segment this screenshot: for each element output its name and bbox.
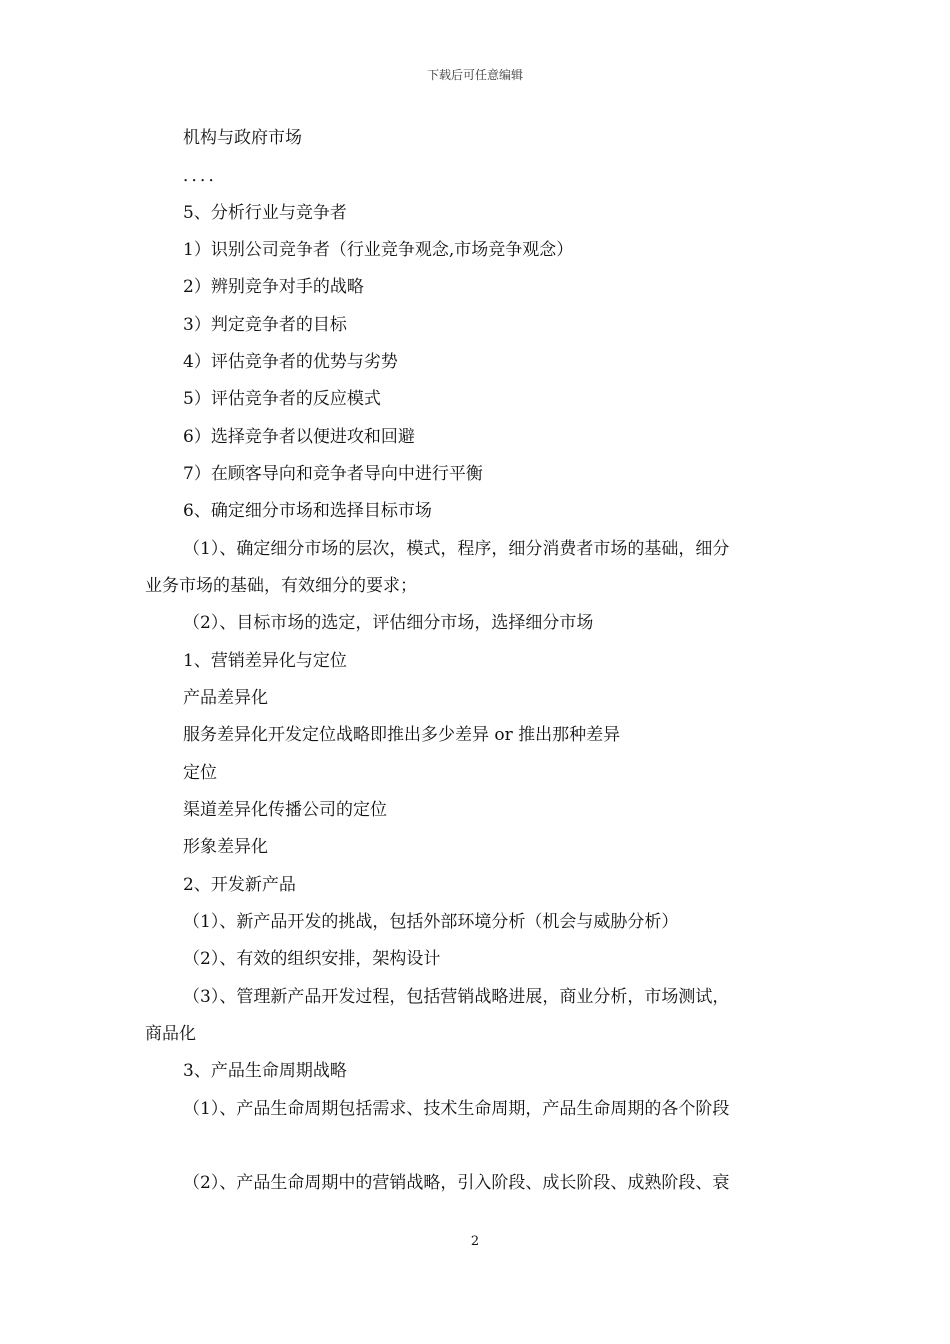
text-line: 5）评估竞争者的反应模式: [183, 389, 381, 409]
text-line: 2、开发新产品: [183, 875, 296, 895]
text-line: （1）、产品生命周期包括需求、技术生命周期，产品生命周期的各个阶段: [183, 1099, 730, 1119]
text-line: 7）在顾客导向和竞争者导向中进行平衡: [183, 464, 483, 484]
text-line: 3、产品生命周期战略: [183, 1061, 347, 1081]
page-header: 下载后可任意编辑: [426, 68, 523, 82]
text-line: 服务差异化开发定位战略即推出多少差异 or 推出那种差异: [183, 725, 621, 745]
text-line: 4）评估竞争者的优势与劣势: [183, 352, 398, 372]
text-line: 商品化: [145, 1024, 196, 1044]
text-line: （1）、新产品开发的挑战，包括外部环境分析（机会与威胁分析）: [183, 912, 679, 932]
text-line: 5、分析行业与竞争者: [183, 203, 347, 223]
text-line: 1）识别公司竞争者（行业竞争观念,市场竞争观念）: [183, 240, 574, 260]
text-line: 1、营销差异化与定位: [183, 651, 347, 671]
text-line: 机构与政府市场: [183, 128, 302, 148]
text-line: 渠道差异化传播公司的定位: [183, 800, 387, 820]
text-line: 形象差异化: [183, 837, 268, 857]
text-line: ．．．．: [183, 166, 226, 186]
text-line: （2）、有效的组织安排，架构设计: [183, 949, 441, 969]
text-line: （2）、目标市场的选定，评估细分市场，选择细分市场: [183, 613, 594, 633]
text-line: 6）选择竞争者以便进攻和回避: [183, 427, 415, 447]
text-line: 6、确定细分市场和选择目标市场: [183, 501, 432, 521]
text-line: 产品差异化: [183, 688, 268, 708]
text-line: 业务市场的基础，有效细分的要求；: [145, 576, 417, 596]
text-line: （1）、确定细分市场的层次，模式，程序，细分消费者市场的基础，细分: [183, 539, 730, 559]
text-line: 定位: [183, 763, 217, 783]
text-line: 2）辨别竞争对手的战略: [183, 277, 364, 297]
text-line: （3）、管理新产品开发过程，包括营销战略进展，商业分析，市场测试，: [183, 987, 730, 1007]
page-number: 2: [470, 1234, 480, 1249]
text-line: 3）判定竞争者的目标: [183, 315, 347, 335]
text-line: （2）、产品生命周期中的营销战略，引入阶段、成长阶段、成熟阶段、衰: [183, 1173, 730, 1193]
